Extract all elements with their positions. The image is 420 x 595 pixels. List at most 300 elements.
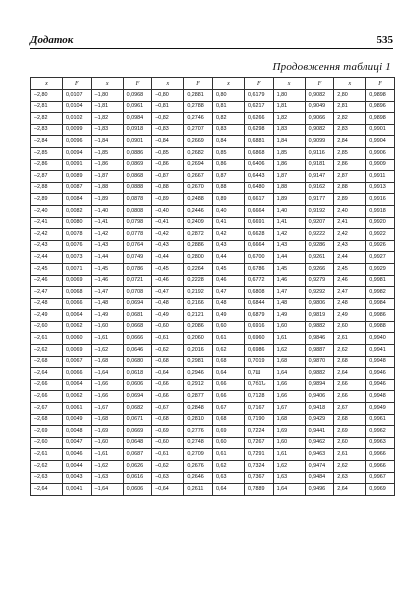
cell-f-value: 0,9406: [305, 391, 334, 403]
cell-f-value: 0,0046: [63, 449, 92, 461]
cell-f-value: 0,9429: [305, 414, 334, 426]
cell-f-value: 0,0066: [63, 368, 92, 380]
cell-f-value: 0,0060: [63, 333, 92, 345]
cell-x-value: –1,60: [91, 321, 123, 333]
table-row: [31, 101, 395, 113]
cell-f-value: 0,9049: [305, 101, 334, 113]
cell-f-value: 0,0681: [123, 310, 152, 322]
cell-x-value: –2,61: [31, 333, 63, 345]
cell-x-value: 2,67: [334, 403, 366, 415]
cell-f-value: 0,7889: [244, 484, 273, 496]
cell-f-value: 0,6691: [244, 217, 273, 229]
cell-x-value: 2,60: [334, 437, 366, 449]
cell-f-value: 0,6960: [244, 333, 273, 345]
cell-f-value: 0,9819: [305, 310, 334, 322]
cell-f-value: 0,9948: [366, 356, 395, 368]
cell-f-value: 0,6786: [244, 263, 273, 275]
cell-f-value: 0,0066: [63, 298, 92, 310]
cell-f-value: 0,0869: [123, 159, 152, 171]
cell-x-value: 1,41: [273, 217, 305, 229]
cell-f-value: 0,6179: [244, 90, 273, 102]
cell-f-value: 0,9222: [305, 229, 334, 241]
cell-x-value: 0,49: [212, 310, 244, 322]
cell-f-value: 0,6217: [244, 101, 273, 113]
cell-x-value: –2,80: [31, 90, 63, 102]
cell-f-value: 0,0669: [123, 426, 152, 438]
cell-x-value: –1,62: [91, 461, 123, 473]
cell-x-value: –1,83: [91, 124, 123, 136]
cell-f-value: 0,6879: [244, 310, 273, 322]
cell-x-value: 0,66: [212, 379, 244, 391]
cell-x-value: 0,62: [212, 345, 244, 357]
cell-f-value: 0,9913: [366, 182, 395, 194]
cell-f-value: 0,9948: [366, 391, 395, 403]
cell-f-value: 0,2086: [184, 321, 213, 333]
table-header-row: [31, 78, 395, 90]
cell-f-value: 0,2709: [184, 449, 213, 461]
cell-f-value: 0,7324: [244, 461, 273, 473]
cell-f-value: 0,0078: [63, 229, 92, 241]
running-head: Додаток: [30, 34, 74, 46]
cell-x-value: 1,80: [273, 90, 305, 102]
cell-x-value: –1,64: [91, 484, 123, 496]
column-header-f: F: [63, 78, 92, 90]
cell-f-value: 0,2810: [184, 414, 213, 426]
cell-x-value: –2,46: [31, 275, 63, 287]
cell-x-value: 1,66: [273, 391, 305, 403]
cell-f-value: 0,6480: [244, 182, 273, 194]
cell-f-value: 0,6868: [244, 147, 273, 159]
cell-x-value: 2,66: [334, 391, 366, 403]
cell-f-value: 0,6700: [244, 252, 273, 264]
cell-x-value: –0,89: [152, 194, 184, 206]
cell-x-value: –2,40: [31, 205, 63, 217]
table-row: [31, 252, 395, 264]
cell-f-value: 0,0080: [63, 217, 92, 229]
cell-x-value: 2,82: [334, 113, 366, 125]
cell-x-value: –1,66: [91, 379, 123, 391]
cell-f-value: 0,7Ш: [244, 368, 273, 380]
cell-x-value: 2,85: [334, 147, 366, 159]
cell-x-value: 2,61: [334, 333, 366, 345]
cell-x-value: 0,40: [212, 205, 244, 217]
cell-f-value: 0,0069: [63, 275, 92, 287]
cell-f-value: 0,7267: [244, 437, 273, 449]
cell-x-value: 0,60: [212, 437, 244, 449]
cell-x-value: –2,81: [31, 101, 63, 113]
cell-f-value: 0,2121: [184, 310, 213, 322]
cell-x-value: 0,85: [212, 147, 244, 159]
cell-x-value: 1,60: [273, 437, 305, 449]
cell-x-value: 1,84: [273, 136, 305, 148]
cell-f-value: 0,2881: [184, 90, 213, 102]
cell-x-value: 1,86: [273, 159, 305, 171]
cell-x-value: 0,66: [212, 391, 244, 403]
cell-x-value: 1,43: [273, 240, 305, 252]
cell-x-value: –0,86: [152, 159, 184, 171]
cell-f-value: 0,6844: [244, 298, 273, 310]
table-row: [31, 345, 395, 357]
cell-f-value: 0,2016: [184, 345, 213, 357]
cell-x-value: 0,86: [212, 159, 244, 171]
cell-f-value: 0,7190: [244, 414, 273, 426]
cell-f-value: 0,6664: [244, 240, 273, 252]
cell-f-value: 0,2694: [184, 159, 213, 171]
cell-f-value: 0,9192: [305, 205, 334, 217]
table-row: [31, 298, 395, 310]
table-row: [31, 414, 395, 426]
table-row: [31, 205, 395, 217]
cell-f-value: 0,2667: [184, 171, 213, 183]
cell-x-value: 1,64: [273, 368, 305, 380]
cell-x-value: 1,83: [273, 124, 305, 136]
cell-x-value: –2,85: [31, 147, 63, 159]
cell-x-value: 1,46: [273, 275, 305, 287]
cell-x-value: –2,62: [31, 461, 63, 473]
cell-x-value: –2,61: [31, 449, 63, 461]
cell-f-value: 0,9882: [305, 321, 334, 333]
table-row: [31, 90, 395, 102]
cell-f-value: 0,0968: [123, 90, 152, 102]
cell-x-value: 2,49: [334, 310, 366, 322]
cell-x-value: –1,62: [91, 345, 123, 357]
column-header-f: F: [184, 78, 213, 90]
cell-f-value: 0,0961: [123, 101, 152, 113]
cell-f-value: 0,9898: [366, 113, 395, 125]
cell-x-value: –2,49: [31, 310, 63, 322]
cell-x-value: 2,87: [334, 171, 366, 183]
cell-f-value: 0,0061: [63, 403, 92, 415]
cell-f-value: 0,2872: [184, 229, 213, 241]
cell-x-value: 2,46: [334, 275, 366, 287]
cell-x-value: 1,45: [273, 263, 305, 275]
cell-f-value: 0,0087: [63, 182, 92, 194]
cell-x-value: 1,85: [273, 147, 305, 159]
cell-f-value: 0,0749: [123, 252, 152, 264]
cell-x-value: –0,87: [152, 171, 184, 183]
table-row: [31, 403, 395, 415]
cell-x-value: –1,64: [91, 368, 123, 380]
cell-x-value: –0,66: [152, 379, 184, 391]
cell-f-value: 0,9177: [305, 194, 334, 206]
cell-x-value: 1,68: [273, 356, 305, 368]
cell-f-value: 0,2946: [184, 368, 213, 380]
cell-f-value: 0,0680: [123, 356, 152, 368]
cell-f-value: 0,9962: [366, 426, 395, 438]
cell-f-value: 0,9946: [366, 379, 395, 391]
cell-x-value: 1,62: [273, 461, 305, 473]
cell-x-value: 0,43: [212, 240, 244, 252]
cell-f-value: 0,0076: [63, 240, 92, 252]
cell-f-value: 0,0708: [123, 287, 152, 299]
cell-f-value: 0,9806: [305, 298, 334, 310]
cell-x-value: 1,61: [273, 333, 305, 345]
cell-f-value: 0,2746: [184, 113, 213, 125]
cell-x-value: –1,68: [91, 356, 123, 368]
cell-x-value: 0,61: [212, 449, 244, 461]
cell-f-value: 0,0091: [63, 159, 92, 171]
cell-x-value: 0,68: [212, 414, 244, 426]
cell-x-value: –1,82: [91, 113, 123, 125]
cell-f-value: 0,9116: [305, 147, 334, 159]
cell-f-value: 0,7291: [244, 449, 273, 461]
cell-x-value: 2,47: [334, 287, 366, 299]
cell-f-value: 0,6772: [244, 275, 273, 287]
cell-x-value: –0,45: [152, 263, 184, 275]
cell-f-value: 0,0778: [123, 229, 152, 241]
cell-x-value: 2,40: [334, 205, 366, 217]
cell-f-value: 0,0099: [63, 124, 92, 136]
table-row: [31, 124, 395, 136]
cell-x-value: 1,40: [273, 205, 305, 217]
column-header-x: x: [152, 78, 184, 90]
cell-x-value: 1,49: [273, 310, 305, 322]
cell-f-value: 0,0089: [63, 171, 92, 183]
cell-f-value: 0,9474: [305, 461, 334, 473]
cell-x-value: –2,67: [31, 403, 63, 415]
cell-x-value: 0,63: [212, 472, 244, 484]
cell-f-value: 0,0084: [63, 194, 92, 206]
cell-f-value: 0,9896: [366, 101, 395, 113]
table-row: [31, 310, 395, 322]
cell-f-value: 0,0668: [123, 321, 152, 333]
cell-x-value: –2,88: [31, 182, 63, 194]
cell-f-value: 0,9966: [366, 461, 395, 473]
cell-f-value: 0,0069: [63, 345, 92, 357]
cell-x-value: –0,88: [152, 182, 184, 194]
column-header-x: x: [334, 78, 366, 90]
cell-f-value: 0,9207: [305, 217, 334, 229]
cell-f-value: 0,9463: [305, 449, 334, 461]
column-header-x: x: [273, 78, 305, 90]
cell-x-value: 2,84: [334, 136, 366, 148]
cell-f-value: 0,0096: [63, 136, 92, 148]
cell-f-value: 0,0064: [63, 310, 92, 322]
cell-f-value: 0,0062: [63, 391, 92, 403]
cell-x-value: 1,61: [273, 449, 305, 461]
cell-x-value: –0,66: [152, 391, 184, 403]
cell-x-value: –2,42: [31, 229, 63, 241]
cell-x-value: –1,67: [91, 403, 123, 415]
cell-f-value: 0,6881: [244, 136, 273, 148]
cell-f-value: 0,0721: [123, 275, 152, 287]
cell-x-value: –0,68: [152, 356, 184, 368]
cell-f-value: 0,2748: [184, 437, 213, 449]
table-row: [31, 287, 395, 299]
cell-x-value: 0,87: [212, 171, 244, 183]
cell-x-value: –1,42: [91, 229, 123, 241]
table-row: [31, 379, 395, 391]
cell-f-value: 0,9949: [366, 403, 395, 415]
cell-f-value: 0,9882: [305, 368, 334, 380]
cell-x-value: 0,88: [212, 182, 244, 194]
cell-f-value: 0,2981: [184, 356, 213, 368]
cell-f-value: 0,2670: [184, 182, 213, 194]
cell-f-value: 0,6808: [244, 287, 273, 299]
cell-x-value: 0,67: [212, 403, 244, 415]
cell-x-value: –1,68: [91, 414, 123, 426]
cell-f-value: 0,0687: [123, 449, 152, 461]
cell-x-value: –0,60: [152, 321, 184, 333]
cell-f-value: 0,0646: [123, 345, 152, 357]
cell-x-value: –2,66: [31, 391, 63, 403]
cell-f-value: 0,0073: [63, 252, 92, 264]
cell-x-value: –0,42: [152, 229, 184, 241]
cell-x-value: –1,80: [91, 90, 123, 102]
cell-f-value: 0,9926: [366, 240, 395, 252]
cell-x-value: 1,48: [273, 298, 305, 310]
cell-f-value: 0,2848: [184, 403, 213, 415]
cell-f-value: 0,9984: [366, 298, 395, 310]
cell-f-value: 0,9986: [366, 310, 395, 322]
cell-x-value: 1,63: [273, 472, 305, 484]
cell-x-value: –0,81: [152, 101, 184, 113]
cell-f-value: 0,0694: [123, 391, 152, 403]
cell-x-value: 2,68: [334, 356, 366, 368]
cell-f-value: 0,0047: [63, 437, 92, 449]
cell-f-value: 0,0606: [123, 379, 152, 391]
cell-f-value: 0,2877: [184, 391, 213, 403]
cell-f-value: 0,0606: [123, 484, 152, 496]
cell-x-value: 0,82: [212, 113, 244, 125]
table-row: [31, 368, 395, 380]
cell-f-value: 0,9988: [366, 321, 395, 333]
table-row: [31, 426, 395, 438]
cell-x-value: –0,44: [152, 252, 184, 264]
table-row: [31, 263, 395, 275]
cell-f-value: 0,0671: [123, 414, 152, 426]
cell-x-value: –0,68: [152, 414, 184, 426]
page-number: 535: [376, 34, 393, 46]
cell-f-value: 0,6298: [244, 124, 273, 136]
cell-x-value: 2,83: [334, 124, 366, 136]
cell-x-value: 0,89: [212, 194, 244, 206]
cell-f-value: 0,9969: [366, 484, 395, 496]
cell-f-value: 0,9927: [366, 252, 395, 264]
cell-x-value: –0,61: [152, 449, 184, 461]
cell-f-value: 0,0048: [63, 426, 92, 438]
column-header-f: F: [244, 78, 273, 90]
column-header-x: x: [31, 78, 63, 90]
cell-f-value: 0,9941: [366, 345, 395, 357]
cell-x-value: 1,87: [273, 171, 305, 183]
table-row: [31, 472, 395, 484]
table-row: [31, 229, 395, 241]
cell-x-value: –2,45: [31, 263, 63, 275]
cell-f-value: 0,9496: [305, 484, 334, 496]
cell-x-value: 1,42: [273, 229, 305, 241]
cell-x-value: –1,89: [91, 194, 123, 206]
table-row: [31, 484, 395, 496]
cell-f-value: 0,9929: [366, 263, 395, 275]
cell-f-value: 0,0764: [123, 240, 152, 252]
cell-f-value: 0,9147: [305, 171, 334, 183]
table-row: [31, 449, 395, 461]
cell-f-value: 0,0071: [63, 263, 92, 275]
cell-f-value: 0,0984: [123, 113, 152, 125]
cell-f-value: 0,9066: [305, 113, 334, 125]
table-row: [31, 217, 395, 229]
cell-x-value: 0,81: [212, 101, 244, 113]
cell-f-value: 0,9918: [366, 205, 395, 217]
cell-f-value: 0,9967: [366, 472, 395, 484]
cell-f-value: 0,7019: [244, 356, 273, 368]
cell-f-value: 0,6617: [244, 194, 273, 206]
cell-x-value: –1,61: [91, 449, 123, 461]
cell-x-value: –1,85: [91, 147, 123, 159]
cell-f-value: 0,2912: [184, 379, 213, 391]
table-row: [31, 159, 395, 171]
cell-x-value: –0,62: [152, 461, 184, 473]
cell-x-value: 1,69: [273, 426, 305, 438]
cell-x-value: 2,81: [334, 101, 366, 113]
cell-f-value: 0,6628: [244, 229, 273, 241]
cell-x-value: 2,66: [334, 379, 366, 391]
cell-f-value: 0,9870: [305, 356, 334, 368]
cell-x-value: –1,87: [91, 171, 123, 183]
cell-f-value: 0,0901: [123, 136, 152, 148]
cell-x-value: –2,63: [31, 472, 63, 484]
cell-x-value: 2,45: [334, 263, 366, 275]
cell-f-value: 0,9961: [366, 414, 395, 426]
cell-x-value: 2,64: [334, 368, 366, 380]
cell-f-value: 0,9286: [305, 240, 334, 252]
table-row: [31, 147, 395, 159]
cell-x-value: –0,69: [152, 426, 184, 438]
cell-f-value: 0,0107: [63, 90, 92, 102]
cell-f-value: 0,0043: [63, 472, 92, 484]
cell-x-value: –0,64: [152, 368, 184, 380]
cell-x-value: –2,43: [31, 240, 63, 252]
cell-x-value: 0,64: [212, 484, 244, 496]
table-row: [31, 356, 395, 368]
cell-f-value: 0,9181: [305, 159, 334, 171]
cell-f-value: 0,0682: [123, 403, 152, 415]
cell-x-value: –1,88: [91, 182, 123, 194]
cell-x-value: –0,40: [152, 205, 184, 217]
cell-x-value: –2,68: [31, 414, 63, 426]
cell-f-value: 0,2682: [184, 147, 213, 159]
cell-x-value: 2,64: [334, 484, 366, 496]
cell-x-value: –1,81: [91, 101, 123, 113]
cell-f-value: 0,2707: [184, 124, 213, 136]
cell-f-value: 0,0082: [63, 205, 92, 217]
cell-x-value: –0,60: [152, 437, 184, 449]
cell-x-value: 2,60: [334, 321, 366, 333]
cell-x-value: –0,46: [152, 275, 184, 287]
cell-f-value: 0,7224: [244, 426, 273, 438]
cell-f-value: 0,2446: [184, 205, 213, 217]
cell-x-value: –2,82: [31, 113, 63, 125]
cell-x-value: –2,86: [31, 159, 63, 171]
cell-f-value: 0,0888: [123, 182, 152, 194]
cell-x-value: –0,84: [152, 136, 184, 148]
cell-f-value: 0,0067: [63, 356, 92, 368]
cell-f-value: 0,9916: [366, 194, 395, 206]
cell-x-value: –1,44: [91, 252, 123, 264]
cell-f-value: 0,2776: [184, 426, 213, 438]
cell-f-value: 0,0049: [63, 414, 92, 426]
cell-x-value: –1,47: [91, 287, 123, 299]
normal-distribution-table: [30, 77, 395, 496]
cell-x-value: –1,86: [91, 159, 123, 171]
cell-x-value: 0,61: [212, 333, 244, 345]
cell-x-value: 0,45: [212, 263, 244, 275]
table-row: [31, 437, 395, 449]
cell-f-value: 0,0648: [123, 437, 152, 449]
cell-x-value: 2,41: [334, 217, 366, 229]
cell-f-value: 0,9887: [305, 345, 334, 357]
